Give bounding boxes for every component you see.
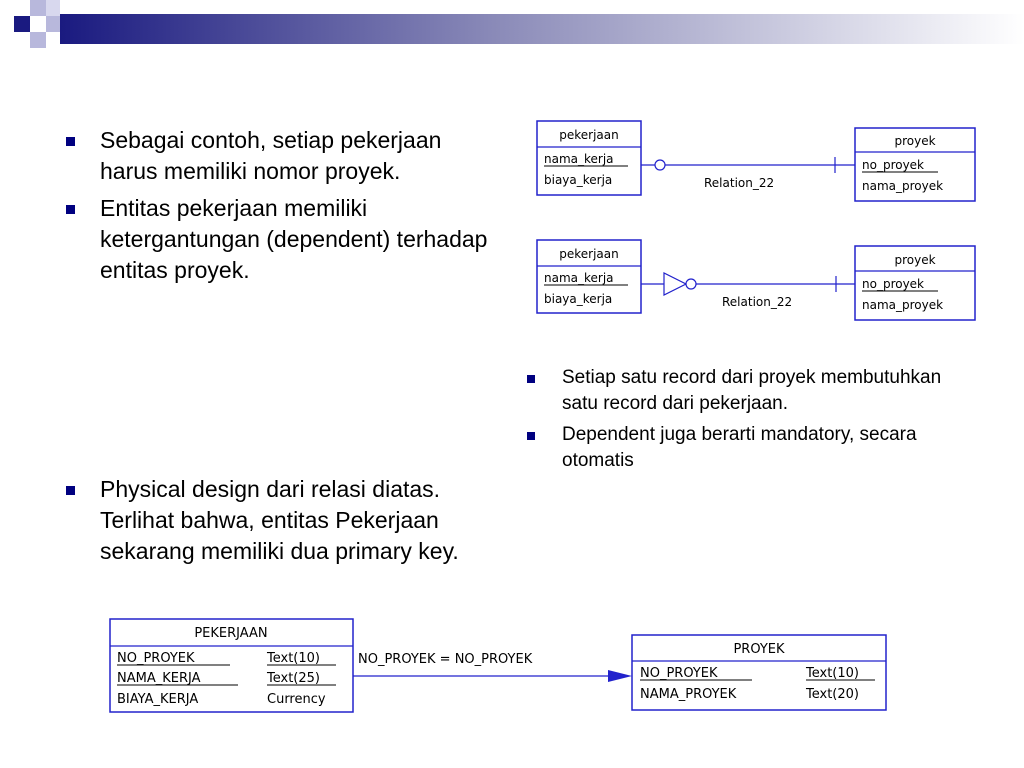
bullet-item: Entitas pekerjaan memiliki ketergantungan (dependent) terhadap entitas proyek. bbox=[62, 193, 492, 286]
column-name: BIAYA_KERJA bbox=[117, 692, 199, 707]
arrow-head-icon bbox=[608, 670, 632, 682]
entity-attribute: biaya_kerja bbox=[544, 173, 613, 187]
conceptual-diagram-1 bbox=[537, 121, 975, 201]
bullet-item: Sebagai contoh, setiap pekerjaan harus memiliki nomor proyek. bbox=[62, 125, 492, 187]
column-type: Currency bbox=[267, 692, 326, 707]
entity-attribute: nama_proyek bbox=[862, 179, 944, 193]
optional-circle-marker bbox=[655, 160, 665, 170]
column-name: NO_PROYEK bbox=[117, 651, 195, 666]
column-type: Text(10) bbox=[267, 651, 320, 666]
entity-attribute: no_proyek bbox=[862, 277, 925, 291]
optional-circle-marker bbox=[686, 279, 696, 289]
entity-title: proyek bbox=[894, 134, 936, 148]
column-name: NAMA_PROYEK bbox=[640, 687, 737, 702]
entity-attribute: nama_proyek bbox=[862, 298, 944, 312]
column-type: Text(20) bbox=[806, 687, 859, 702]
table-title: PROYEK bbox=[733, 642, 785, 657]
entity-title: pekerjaan bbox=[559, 247, 619, 261]
table-title: PEKERJAAN bbox=[194, 626, 268, 641]
bullet-item: Physical design dari relasi diatas. Terlihat bahwa, entitas Pekerjaan sekarang memiliki dua primary key. bbox=[62, 474, 492, 567]
relation-label: Relation_22 bbox=[704, 176, 775, 190]
column-type: Text(25) bbox=[267, 671, 320, 686]
relation-label: Relation_22 bbox=[722, 295, 793, 309]
bullet-item: Setiap satu record dari proyek membutuhkan satu record dari pekerjaan. bbox=[524, 365, 974, 417]
entity-attribute: no_proyek bbox=[862, 158, 925, 172]
column-name: NAMA_KERJA bbox=[117, 671, 201, 686]
entity-title: proyek bbox=[894, 253, 936, 267]
entity-title: pekerjaan bbox=[559, 128, 619, 142]
dependency-triangle-marker bbox=[664, 273, 686, 295]
conceptual-diagram-2 bbox=[537, 240, 975, 320]
bullet-item: Dependent juga berarti mandatory, secara otomatis bbox=[524, 422, 974, 474]
column-type: Text(10) bbox=[806, 666, 859, 681]
entity-attribute: nama_kerja bbox=[544, 271, 614, 285]
entity-attribute: biaya_kerja bbox=[544, 292, 613, 306]
column-name: NO_PROYEK bbox=[640, 666, 718, 681]
entity-attribute: nama_kerja bbox=[544, 152, 614, 166]
join-label: NO_PROYEK = NO_PROYEK bbox=[358, 652, 533, 667]
physical-diagram bbox=[110, 619, 886, 712]
